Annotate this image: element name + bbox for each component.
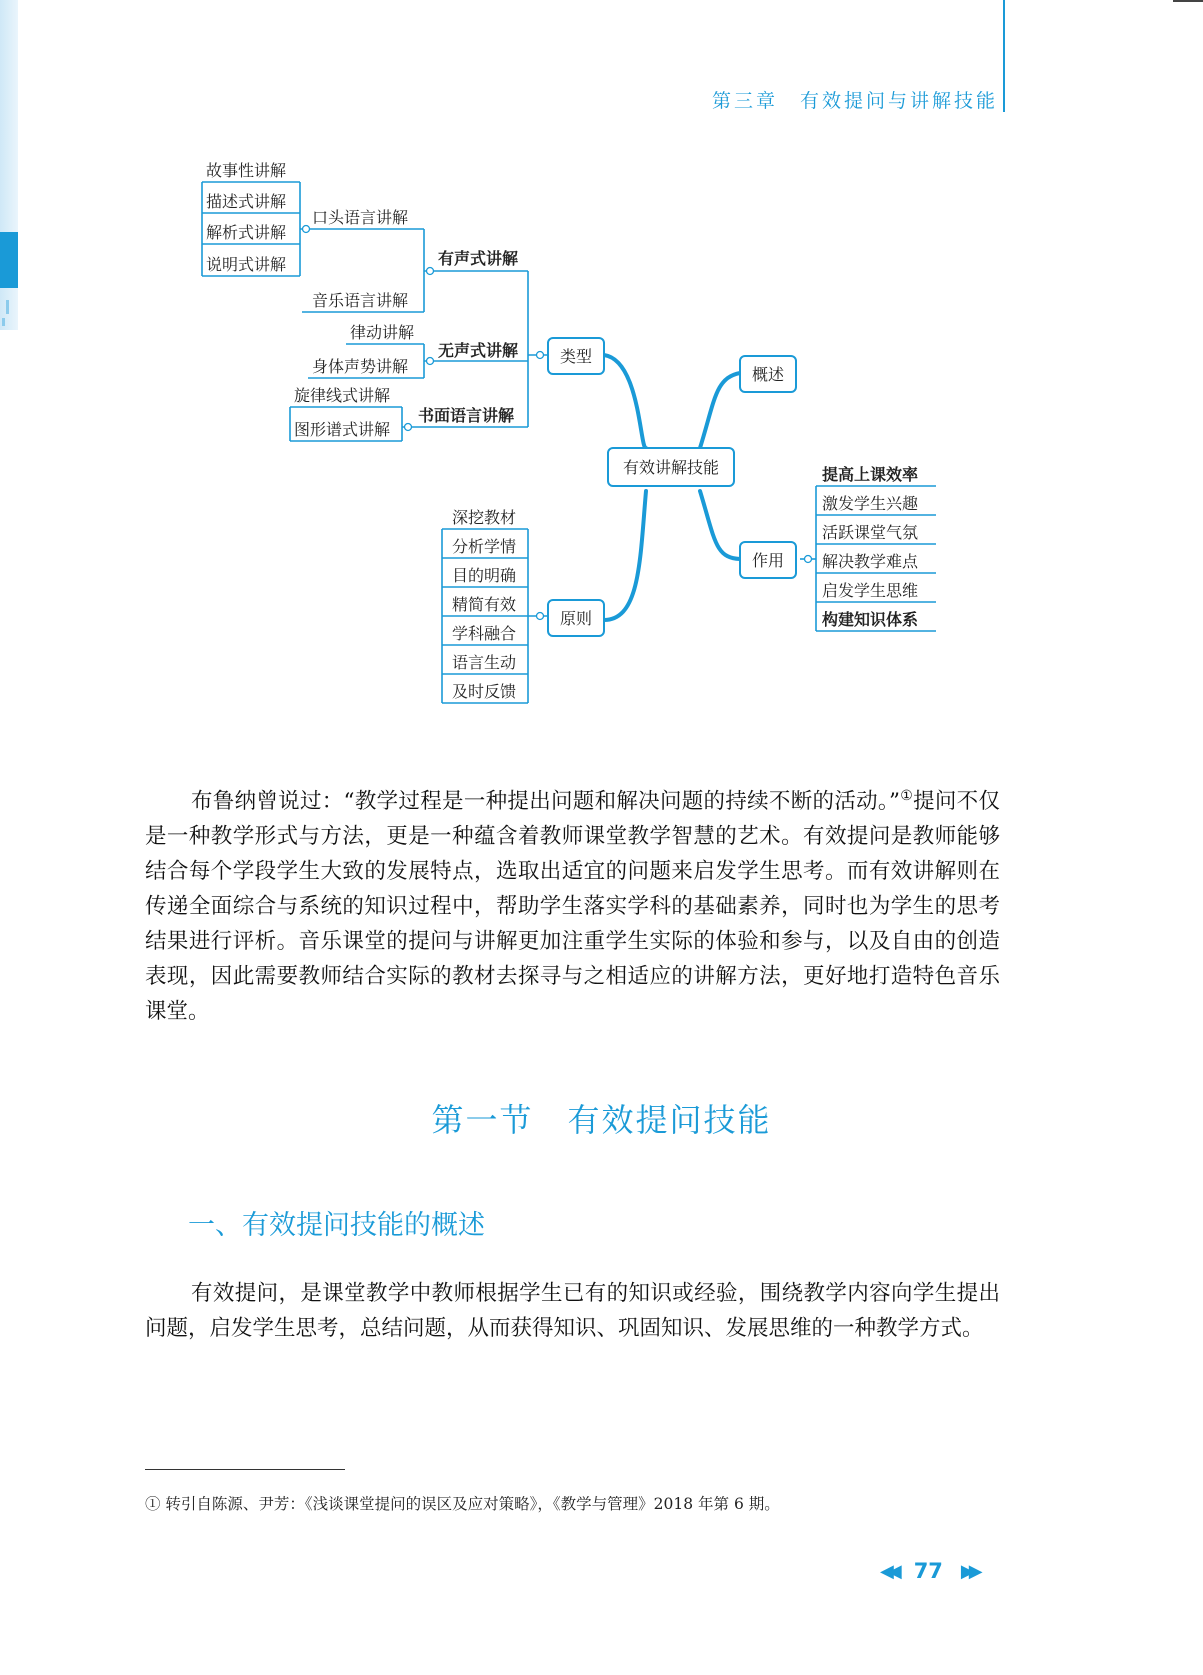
mindmap-silent: 无声式讲解 [438,341,519,360]
body-paragraph [145,784,1000,1029]
running-header: 第三章 有效提问与讲解技能 [711,90,998,112]
mindmap-function-item: 启发学生思维 [822,581,919,600]
mindmap-principle-item: 精简有效 [452,595,517,614]
mindmap-principle-item: 学科融合 [452,624,517,643]
mindmap-function-item: 激发学生兴趣 [822,494,919,513]
mindmap-oral-item: 故事性讲解 [206,161,287,180]
mindmap-branch-functions: 作用 [751,551,785,570]
mindmap-principle-item: 语言生动 [452,653,517,672]
mindmap-principle-item: 目的明确 [452,566,517,585]
footnote-ref: ① [899,787,914,804]
mindmap-oral-item: 解析式讲解 [206,223,287,242]
mindmap-oral-item: 描述式讲解 [206,192,287,211]
section-title: 第一节 有效提问技能 [431,1101,772,1139]
mindmap-written: 书面语言讲解 [418,406,515,425]
mindmap-branch-overview: 概述 [751,365,785,384]
mindmap-oral: 口头语言讲解 [312,208,409,227]
mindmap-silent-item: 律动讲解 [350,323,415,342]
body-paragraph: 有效提问，是课堂教学中教师根据学生已有的知识或经验，围绕教学内容向学生提出问题，启发学生思考，总结问题，从而获得知识、巩固知识、发展思维的一种教学方式。 [145,1281,1000,1341]
mindmap-music-language: 音乐语言讲解 [312,291,409,310]
mindmap-branch-principles: 原则 [559,609,593,628]
mindmap-principle-item: 深挖教材 [452,508,517,527]
paragraph-text: 布鲁纳曾说过：“教学过程是一种提出问题和解决问题的持续不断的活动。” [191,789,900,814]
mindmap-center: 有效讲解技能 [622,458,720,477]
mindmap-branch-types: 类型 [559,347,593,366]
mindmap-written-item: 图形谱式讲解 [294,420,391,439]
double-left-arrow-icon[interactable]: ◀◀ [880,1560,896,1582]
page-navigation [880,1556,977,1586]
paragraph-text: 提问不仅是一种教学形式与方法，更是一种蕴含着教师课堂教学智慧的艺术。有效提问是教师能够结合每个学段学生大致的发展特点，选取出适宜的问题来启发学生思考。而有效讲解则在传递全面综合与系统的知识过程中，帮助学生落实学科的基础素养，同时也为学生的思考结果进行评析。音乐课堂的提问与讲解更加注重学生实际的体验和参与，以及自由的创造表现，因此需要教师结合实际的教材去探寻与之相适应的讲解方法，更好地打造特色音乐课堂。 [145,789,1000,1024]
mindmap-written-item: 旋律线式讲解 [294,386,391,405]
mindmap-principle-item: 及时反馈 [452,682,517,701]
mindmap-principle-item: 分析学情 [452,537,517,556]
mindmap-voiced: 有声式讲解 [438,249,519,268]
mindmap-function-item: 解决教学难点 [822,552,919,571]
mindmap-silent-item: 身体声势讲解 [312,357,409,376]
footnote-rule [145,1469,345,1470]
mindmap-function-item: 活跃课堂气氛 [822,523,919,542]
mind-map [0,0,1203,720]
mindmap-oral-item: 说明式讲解 [206,255,287,274]
mindmap-function-item: 构建知识体系 [822,610,919,629]
subheading: 一、有效提问技能的概述 [188,1210,485,1241]
footnote: ① 转引自陈源、尹芳：《浅谈课堂提问的误区及应对策略》，《教学与管理》2018 年第 6 期。 [145,1495,780,1513]
double-right-arrow-icon[interactable]: ▶▶ [960,1560,977,1582]
mindmap-function-item: 提高上课效率 [822,465,919,484]
page-number: 77 [913,1559,943,1583]
